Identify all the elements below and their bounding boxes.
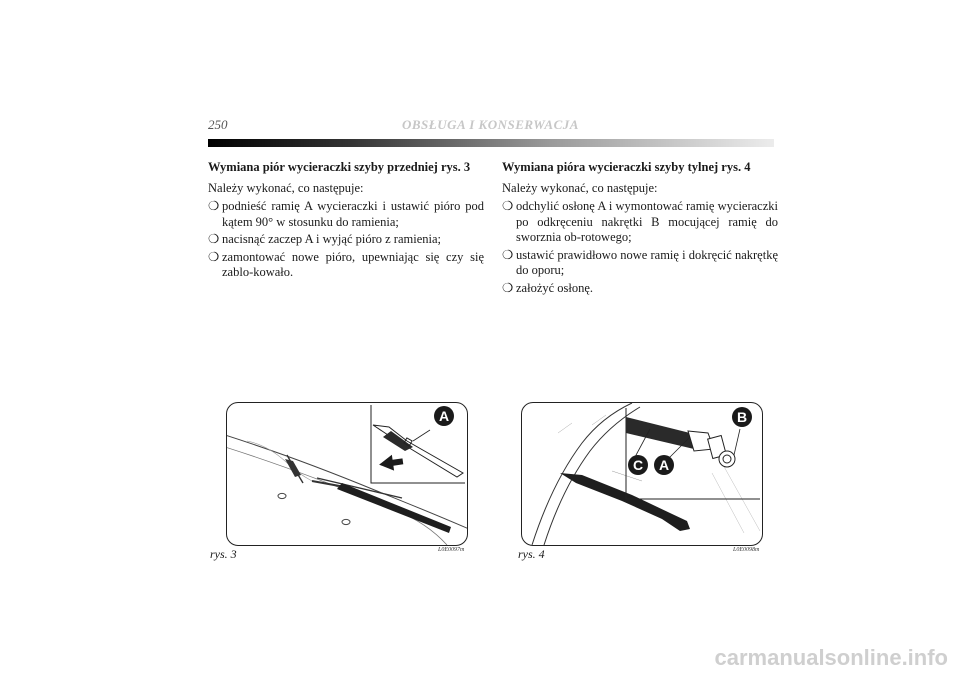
right-list xyxy=(502,199,778,296)
header-rule xyxy=(208,139,774,147)
right-column xyxy=(502,160,778,298)
figure-front-wiper xyxy=(226,402,468,546)
list-item: ❍ nacisnąć zaczep A i wyjąć pióro z ramienia; xyxy=(208,232,441,246)
left-heading: Wymiana piór wycieraczki szyby przedniej rys. 3 xyxy=(208,160,471,174)
left-list xyxy=(208,199,484,281)
list-item: ❍ zamontować nowe pióro, upewniając się czy się zablo-kowało. xyxy=(208,249,484,279)
rear-wiper-illustration xyxy=(522,403,762,545)
left-column xyxy=(208,160,484,283)
figure-4-code: L0E0098m xyxy=(733,547,760,553)
list-item: ❍ odchylić osłonę A i wymontować ramię wycieraczki po odkręceniu nakrętki B mocującej ramię do sworznia ob-rotowego; xyxy=(502,199,778,244)
bullet-icon: ❍ xyxy=(208,199,220,213)
label-b: B xyxy=(736,409,748,425)
page-header xyxy=(208,117,778,137)
list-item: ❍ podnieść ramię A wycieraczki i ustawić pióro pod kątem 90° w stosunku do ramienia; xyxy=(208,199,484,229)
watermark: carmanualsonline.info xyxy=(714,645,948,670)
label-c: C xyxy=(632,457,644,473)
label-a: A xyxy=(658,457,670,473)
figure-4-caption: rys. 4 xyxy=(518,547,545,561)
right-intro: Należy wykonać, co następuje: xyxy=(502,180,658,195)
bullet-icon: ❍ xyxy=(502,247,514,262)
bullet-icon: ❍ xyxy=(502,280,514,295)
label-a: A xyxy=(438,408,450,424)
front-wiper-illustration xyxy=(227,403,467,545)
figure-3-caption: rys. 3 xyxy=(210,547,237,561)
list-item: ❍ ustawić prawidłowo nowe ramię i dokręcić nakrętkę do oporu; xyxy=(502,247,778,277)
figure-3-code: L0E0097m xyxy=(438,547,465,553)
bullet-icon: ❍ xyxy=(208,232,220,246)
left-intro: Należy wykonać, co następuje: xyxy=(208,180,364,195)
section-title: OBSŁUGA I KONSERWACJA xyxy=(402,117,579,132)
figure-rear-wiper xyxy=(521,402,763,546)
bullet-icon: ❍ xyxy=(208,249,220,264)
list-item: ❍ założyć osłonę. xyxy=(502,280,594,295)
bullet-icon: ❍ xyxy=(502,199,514,213)
right-heading: Wymiana pióra wycieraczki szyby tylnej rys. 4 xyxy=(502,160,751,174)
page-number: 250 xyxy=(208,117,228,132)
